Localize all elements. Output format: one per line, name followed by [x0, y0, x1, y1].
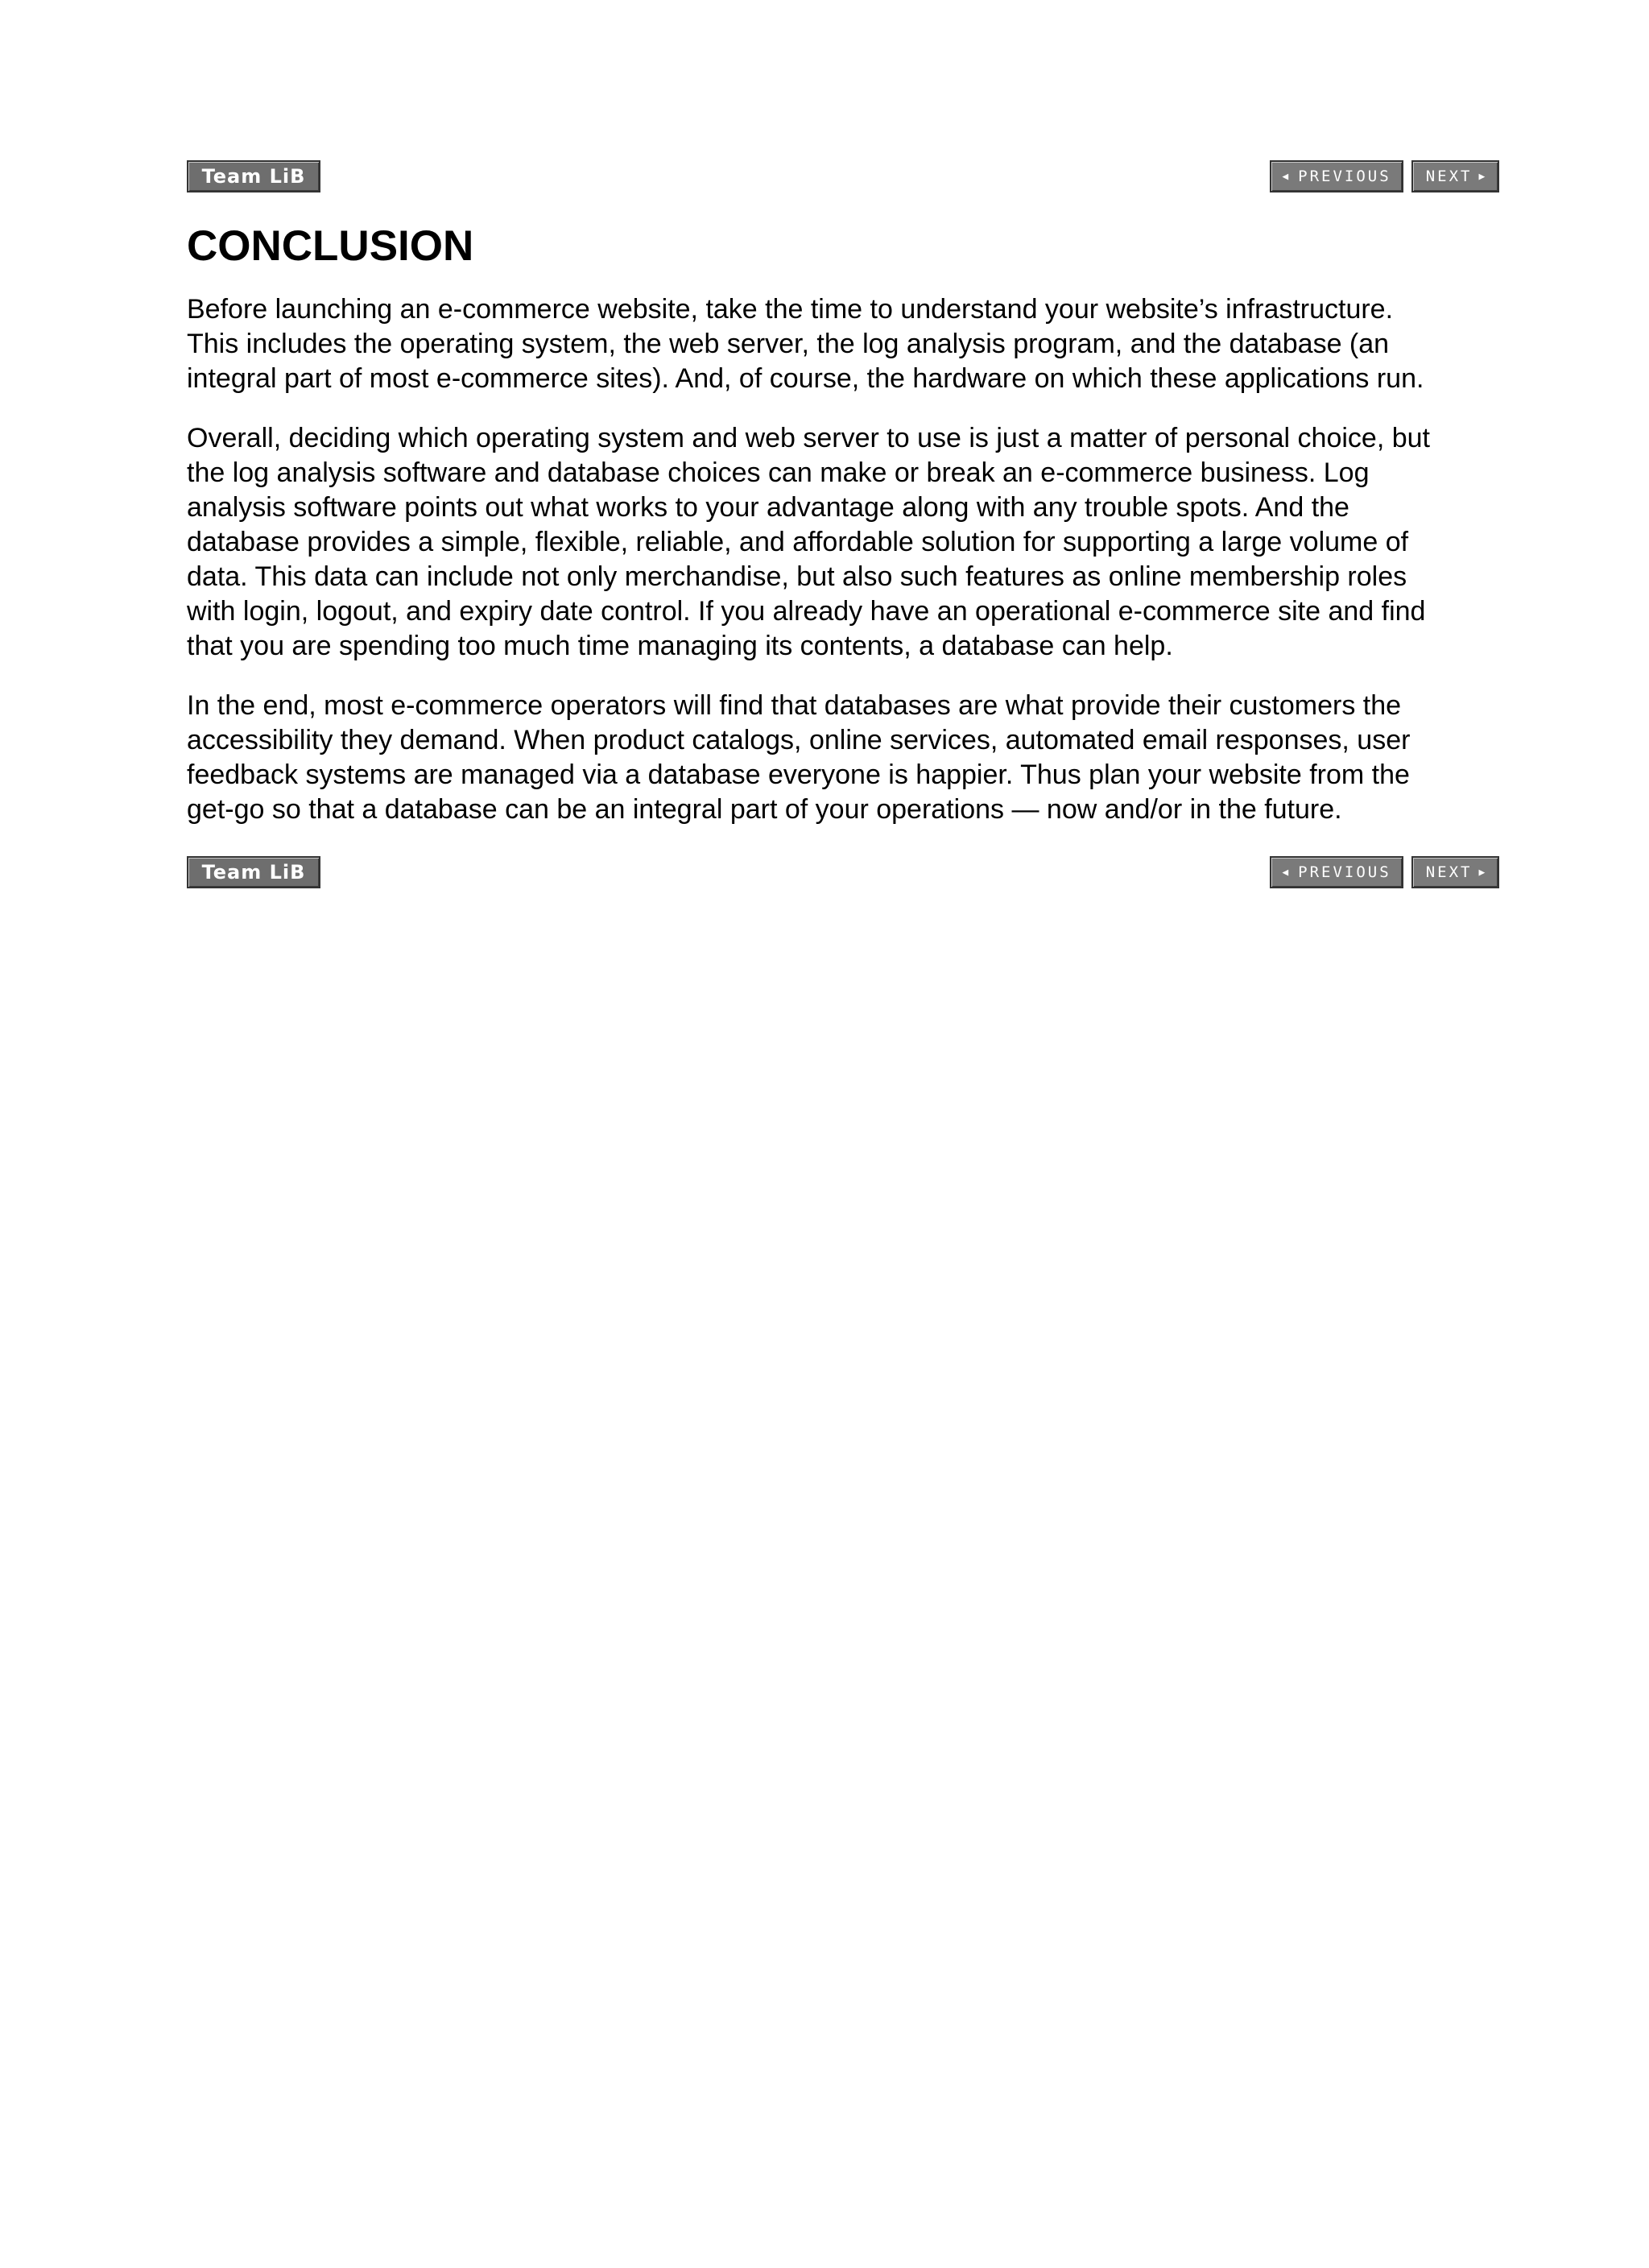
next-button[interactable] [1411, 160, 1499, 192]
triangle-right-icon: ▶ [1478, 866, 1486, 879]
paragraph-line: This includes the operating system, the web server, the log analysis program, and the database (an [187, 329, 1390, 359]
triangle-left-icon: ◀ [1282, 866, 1289, 879]
paragraph-line: database provides a simple, flexible, reliable, and affordable solution for supporting a large volume of [187, 527, 1409, 557]
paragraph-line: the log analysis software and database choices can make or break an e-commerce business. Log [187, 457, 1370, 488]
previous-label: PREVIOUS [1298, 168, 1391, 185]
bottom-nav-bar [187, 856, 1499, 890]
paragraph-line: integral part of most e-commerce sites). And, of course, the hardware on which these applications run. [187, 363, 1424, 394]
team-lib-label: Team LiB [201, 861, 306, 884]
team-lib-label: Team LiB [201, 165, 306, 188]
team-lib-button[interactable] [187, 856, 320, 888]
triangle-left-icon: ◀ [1282, 170, 1289, 183]
next-button[interactable] [1411, 856, 1499, 888]
paragraph-line: with login, logout, and expiry date control. If you already have an operational e-commerce site and find [187, 596, 1426, 627]
paragraph-line: Before launching an e-commerce website, take the time to understand your website’s infrastructure. [187, 294, 1394, 325]
previous-button[interactable] [1270, 856, 1403, 888]
top-nav-bar [187, 160, 1499, 194]
paragraph-line: Overall, deciding which operating system and web server to use is just a matter of personal choice, but [187, 423, 1430, 453]
document-page [187, 160, 1499, 890]
paragraph-3 [187, 689, 1499, 827]
paragraph-line: data. This data can include not only merchandise, but also such features as online membership roles [187, 561, 1407, 592]
next-label: NEXT [1425, 168, 1473, 185]
previous-label: PREVIOUS [1298, 863, 1391, 881]
paragraph-2 [187, 421, 1499, 664]
previous-button[interactable] [1270, 160, 1403, 192]
next-label: NEXT [1425, 863, 1473, 881]
paragraph-line: accessibility they demand. When product catalogs, online services, automated email responses, user [187, 725, 1411, 755]
team-lib-button[interactable] [187, 160, 320, 192]
paragraph-line: analysis software points out what works to your advantage along with any trouble spots. And the [187, 492, 1349, 523]
triangle-right-icon: ▶ [1478, 170, 1486, 183]
paragraph-line: feedback systems are managed via a database everyone is happier. Thus plan your website from the [187, 759, 1410, 790]
page-title: CONCLUSION [187, 222, 474, 270]
paragraph-1 [187, 292, 1499, 396]
paragraph-line: that you are spending too much time managing its contents, a database can help. [187, 631, 1173, 661]
paragraph-line: get-go so that a database can be an integral part of your operations — now and/or in the future. [187, 794, 1342, 825]
paragraph-line: In the end, most e-commerce operators will find that databases are what provide their customers the [187, 690, 1402, 721]
